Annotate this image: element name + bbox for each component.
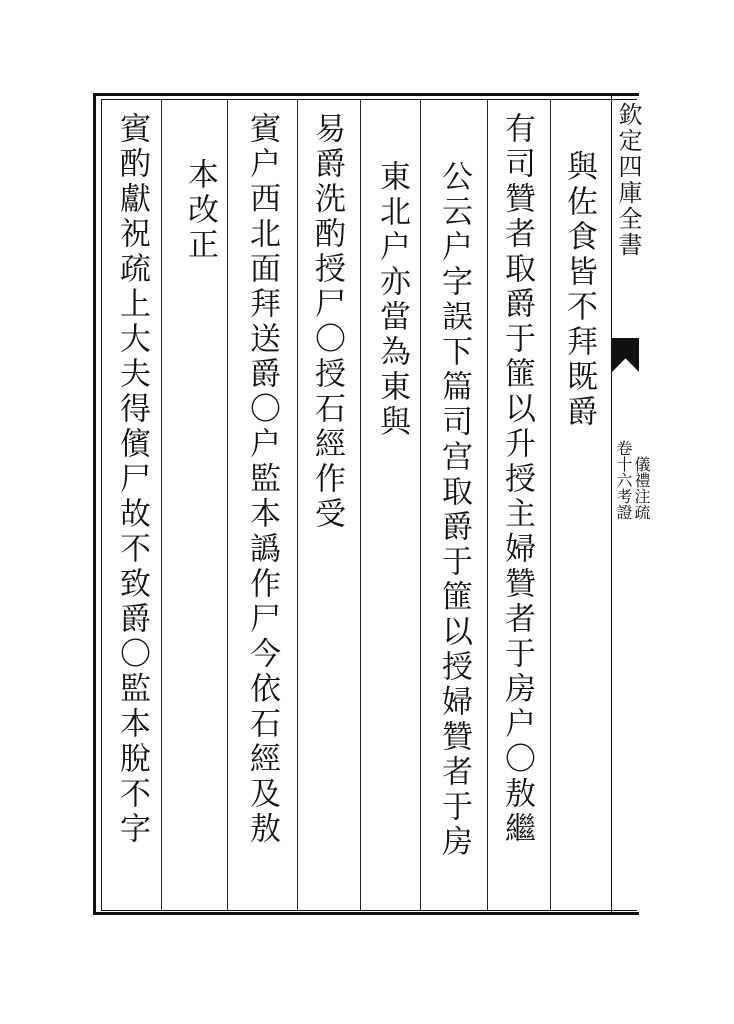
text-column-6: 公云户字誤下篇司宫取爵于篚以授婦贊者于房 [436, 160, 472, 860]
text-column-2: 本改正 [182, 158, 218, 263]
text-column-1: 賓酌獻祝疏上大夫得儐尸故不致爵〇監本脫不字 [114, 112, 150, 847]
fold-title: 欽定四庫全書 [614, 102, 642, 258]
column-rule [161, 100, 162, 910]
column-rule [420, 100, 421, 910]
column-rule [550, 100, 551, 910]
fold-border [611, 93, 612, 913]
column-rule [297, 100, 298, 910]
column-rule [487, 100, 488, 910]
text-column-4: 易爵洗酌授尸〇授石經作受 [309, 112, 345, 532]
text-column-7: 有司贊者取爵于篚以升授主婦贊者于房户〇敖繼 [499, 112, 535, 847]
fold-subtitle [614, 440, 650, 524]
column-rule [360, 100, 361, 910]
column-rule [227, 100, 228, 910]
text-column-5: 東北户亦當為東與 [374, 160, 410, 440]
text-column-8: 與佐食皆不拜既爵 [561, 150, 597, 430]
text-column-3: 賓户西北面拜送爵〇户監本譌作尸今依石經及敖 [244, 112, 280, 847]
fold-sub-right: 儀禮注疏 [632, 456, 651, 520]
fold-sub-left: 卷十六考證 [614, 440, 633, 520]
